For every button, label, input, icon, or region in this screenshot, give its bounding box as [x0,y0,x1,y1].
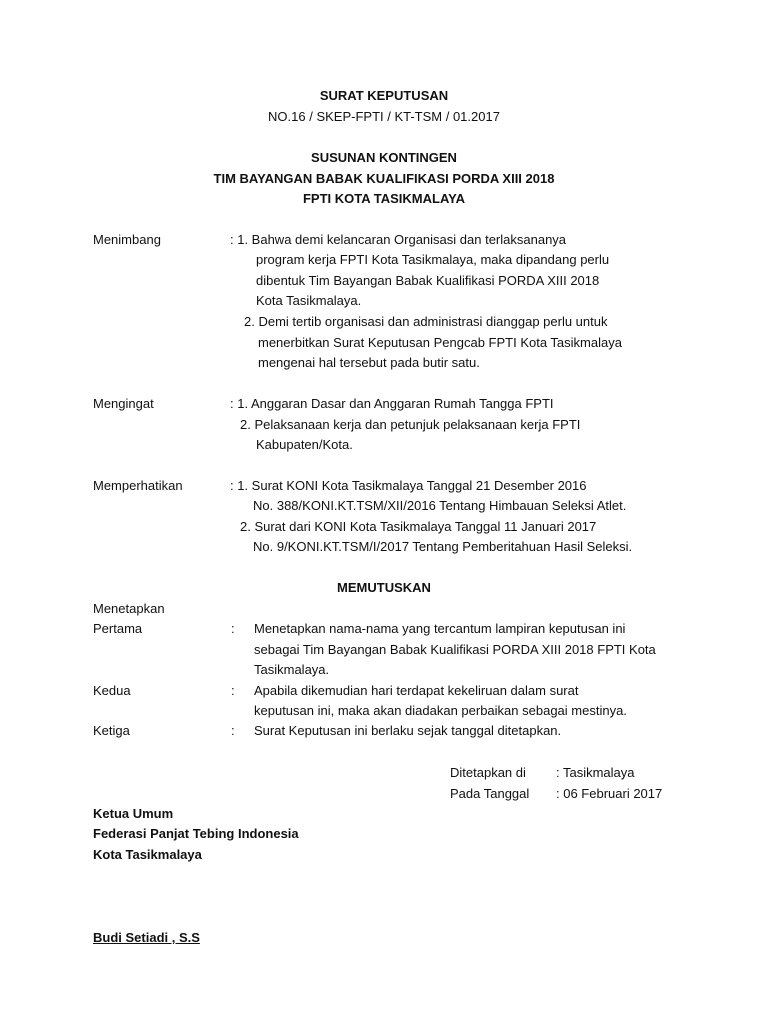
signatory-city: Kota Tasikmalaya [93,847,202,862]
menimbang-line: mengenai hal tersebut pada butir satu. [258,355,480,370]
signatory-title: Ketua Umum [93,806,174,821]
subtitle-tim: TIM BAYANGAN BABAK KUALIFIKASI PORDA XIII 2018 [213,171,555,186]
mengingat-line: 2. Pelaksanaan kerja dan petunjuk pelaksanaan kerja FPTI [240,417,581,432]
pertama-line: Menetapkan nama-nama yang tercantum lampiran keputusan ini [254,621,626,636]
document-number: NO.16 / SKEP-FPTI / KT-TSM / 01.2017 [268,109,500,124]
kedua-line: Apabila dikemudian hari terdapat kekeliruan dalam surat [254,683,579,698]
pertama-label: Pertama [93,621,143,636]
pertama-line: sebagai Tim Bayangan Babak Kualifikasi PORDA XIII 2018 FPTI Kota [254,642,656,657]
kedua-line: keputusan ini, maka akan diadakan perbaikan sebagai mestinya. [254,703,627,718]
ditetapkan-place-label: Ditetapkan di [450,765,526,780]
signatory-name: Budi Setiadi , S.S [93,930,200,945]
mengingat-line: Kabupaten/Kota. [256,437,353,452]
ketiga-label: Ketiga [93,723,130,738]
menimbang-line: dibentuk Tim Bayangan Babak Kualifikasi PORDA XIII 2018 [256,273,600,288]
ketiga-line: Surat Keputusan ini berlaku sejak tanggal ditetapkan. [254,723,562,738]
document-title: SURAT KEPUTUSAN [319,88,449,103]
menetapkan-label: Menetapkan [93,601,165,616]
subtitle-kontingen: SUSUNAN KONTINGEN [311,150,457,165]
menimbang-label: Menimbang [93,232,161,247]
ditetapkan-date-label: Pada Tanggal [450,786,530,801]
memperhatikan-label: Memperhatikan [93,478,183,493]
pertama-line: Tasikmalaya. [254,662,330,677]
menimbang-line: Kota Tasikmalaya. [256,293,362,308]
subtitle-fpti: FPTI KOTA TASIKMALAYA [302,191,466,206]
kedua-colon: : [231,683,235,698]
kedua-label: Kedua [93,683,131,698]
memperhatikan-line: No. 388/KONI.KT.TSM/XII/2016 Tentang Himbauan Seleksi Atlet. [253,498,627,513]
menimbang-line: program kerja FPTI Kota Tasikmalaya, maka dipandang perlu [256,252,610,267]
mengingat-line: : 1. Anggaran Dasar dan Anggaran Rumah Tangga FPTI [230,396,554,411]
menimbang-line: menerbitkan Surat Keputusan Pengcab FPTI Kota Tasikmalaya [258,335,622,350]
memperhatikan-line: : 1. Surat KONI Kota Tasikmalaya Tanggal 21 Desember 2016 [230,478,587,493]
menimbang-line: : 1. Bahwa demi kelancaran Organisasi dan terlaksananya [230,232,567,247]
ditetapkan-place-value: : Tasikmalaya [556,765,635,780]
signatory-organization: Federasi Panjat Tebing Indonesia [93,826,299,841]
mengingat-label: Mengingat [93,396,154,411]
ditetapkan-date-value: : 06 Februari 2017 [556,786,663,801]
memutuskan-heading: MEMUTUSKAN [337,580,431,595]
menimbang-line: 2. Demi tertib organisasi dan administrasi dianggap perlu untuk [244,314,608,329]
memperhatikan-line: No. 9/KONI.KT.TSM/I/2017 Tentang Pemberitahuan Hasil Seleksi. [253,539,633,554]
memperhatikan-line: 2. Surat dari KONI Kota Tasikmalaya Tanggal 11 Januari 2017 [240,519,597,534]
ketiga-colon: : [231,723,235,738]
pertama-colon: : [231,621,235,636]
